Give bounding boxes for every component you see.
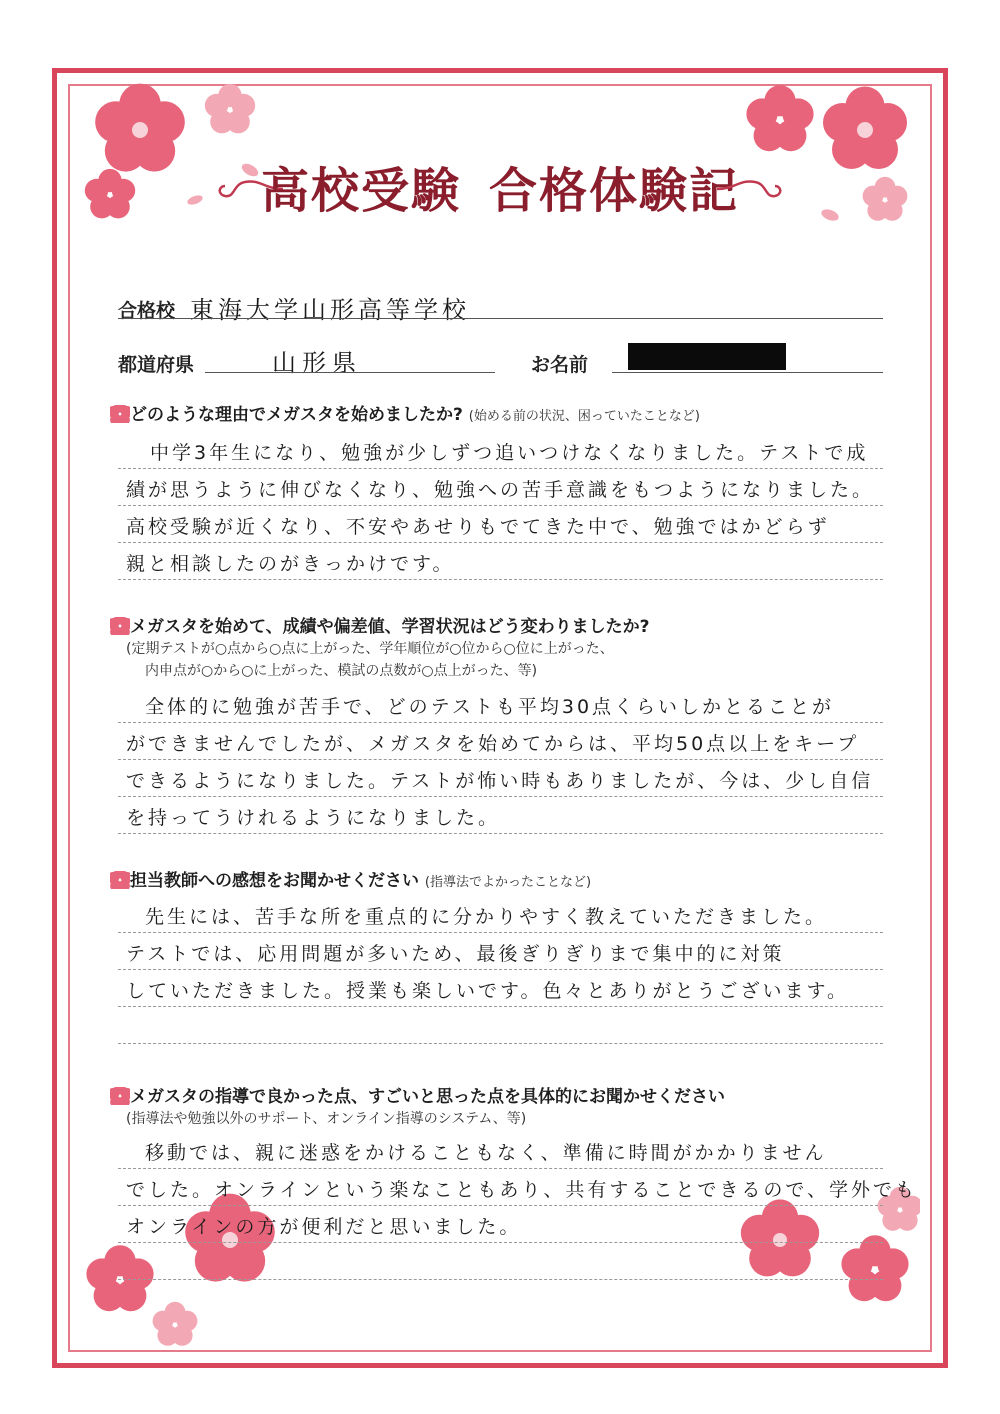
answer-rule-line [118, 1242, 883, 1243]
prefecture-label: 都道府県 [118, 354, 195, 376]
answer-2-line-4: を持ってうけれるようになりました。 [126, 807, 501, 829]
cherry-blossom-icon [110, 1087, 130, 1105]
answer-rule-line [118, 796, 883, 797]
answer-rule-line [118, 1043, 883, 1044]
name-underline [612, 372, 883, 373]
answer-rule-line [118, 1279, 883, 1280]
cherry-blossom-icon [110, 617, 130, 635]
blossom-bottom-left [80, 1180, 300, 1360]
answer-1-line-4: 親と相談したのがきっかけです。 [126, 553, 455, 575]
prefecture-value: 山形県 [272, 349, 362, 377]
answer-4-line-1: 移動では、親に迷惑をかけることもなく、準備に時間がかかりません [145, 1142, 827, 1164]
answer-4-line-2: でした。オンラインという楽なこともあり、共有することできるので、学外でも [126, 1179, 918, 1201]
question-2-note-1: (定期テストが○点から○点に上がった、学年順位が○位から○位に上がった、 [126, 641, 614, 657]
question-2-note-2: 内申点が○から○に上がった、模試の点数が○点上がった、等) [145, 663, 538, 679]
question-4-note-1: (指導法や勉強以外のサポート、オンライン指導のシステム、等) [126, 1111, 527, 1127]
cherry-blossom-icon [110, 871, 130, 889]
answer-2-line-2: ができませんでしたが、メガスタを始めてからは、平均50点以上をキープ [126, 733, 860, 755]
answer-3-line-2: テストでは、応用問題が多いため、最後ぎりぎりまで集中的に対策 [126, 943, 785, 965]
prefecture-underline [205, 372, 495, 373]
title-banner [0, 148, 1000, 218]
school-value: 東海大学山形高等学校 [190, 296, 470, 324]
answer-rule-line [118, 505, 883, 506]
answer-3-line-3: していただきました。授業も楽しいです。色々とありがとうございます。 [126, 980, 849, 1002]
redacted-name [628, 343, 786, 370]
page-title: 高校受験 合格体験記 [260, 163, 740, 219]
answer-1-line-3: 高校受験が近くなり、不安やあせりもでてきた中で、勉強ではかどらず [126, 516, 830, 538]
question-3: 担当教師への感想をお聞かせください (指導法でよかったことなど) [110, 866, 591, 891]
answer-rule-line [118, 1205, 883, 1206]
answer-1-line-2: 績が思うように伸びなくなり、勉強への苦手意識をもつようになりました。 [126, 479, 875, 501]
answer-rule-line [118, 969, 883, 970]
answer-rule-line [118, 1006, 883, 1007]
answer-rule-line [118, 542, 883, 543]
answer-rule-line [118, 468, 883, 469]
name-label: お名前 [531, 354, 589, 376]
answer-2-line-3: できるようになりました。テストが怖い時もありましたが、今は、少し自信 [126, 770, 874, 792]
blossom-bottom-right [700, 1180, 920, 1360]
school-underline [118, 318, 883, 319]
answer-2-line-1: 全体的に勉強が苦手で、どのテストも平均30点くらいしかとることが [145, 696, 835, 718]
flourish-ornament-icon [715, 174, 795, 204]
answer-1-line-1: 中学3年生になり、勉強が少しずつ追いつけなくなりました。テストで成 [150, 442, 869, 464]
answer-4-line-3: オンラインの方が便利だと思いました。 [126, 1216, 522, 1238]
answer-rule-line [118, 833, 883, 834]
answer-rule-line [118, 579, 883, 580]
question-4: メガスタの指導で良かった点、すごいと思った点を具体的にお聞かせください [110, 1082, 725, 1107]
school-label: 合格校 [118, 300, 176, 322]
answer-rule-line [118, 1168, 883, 1169]
answer-3-line-1: 先生には、苦手な所を重点的に分かりやすく教えていただきました。 [145, 906, 828, 928]
answer-rule-line [118, 932, 883, 933]
question-2: メガスタを始めて、成績や偏差値、学習状況はどう変わりましたか? [110, 612, 650, 637]
cherry-blossom-icon [110, 405, 130, 423]
answer-rule-line [118, 722, 883, 723]
answer-rule-line [118, 759, 883, 760]
question-1: どのような理由でメガスタを始めましたか? (始める前の状況、困っていたことなど) [110, 400, 700, 425]
